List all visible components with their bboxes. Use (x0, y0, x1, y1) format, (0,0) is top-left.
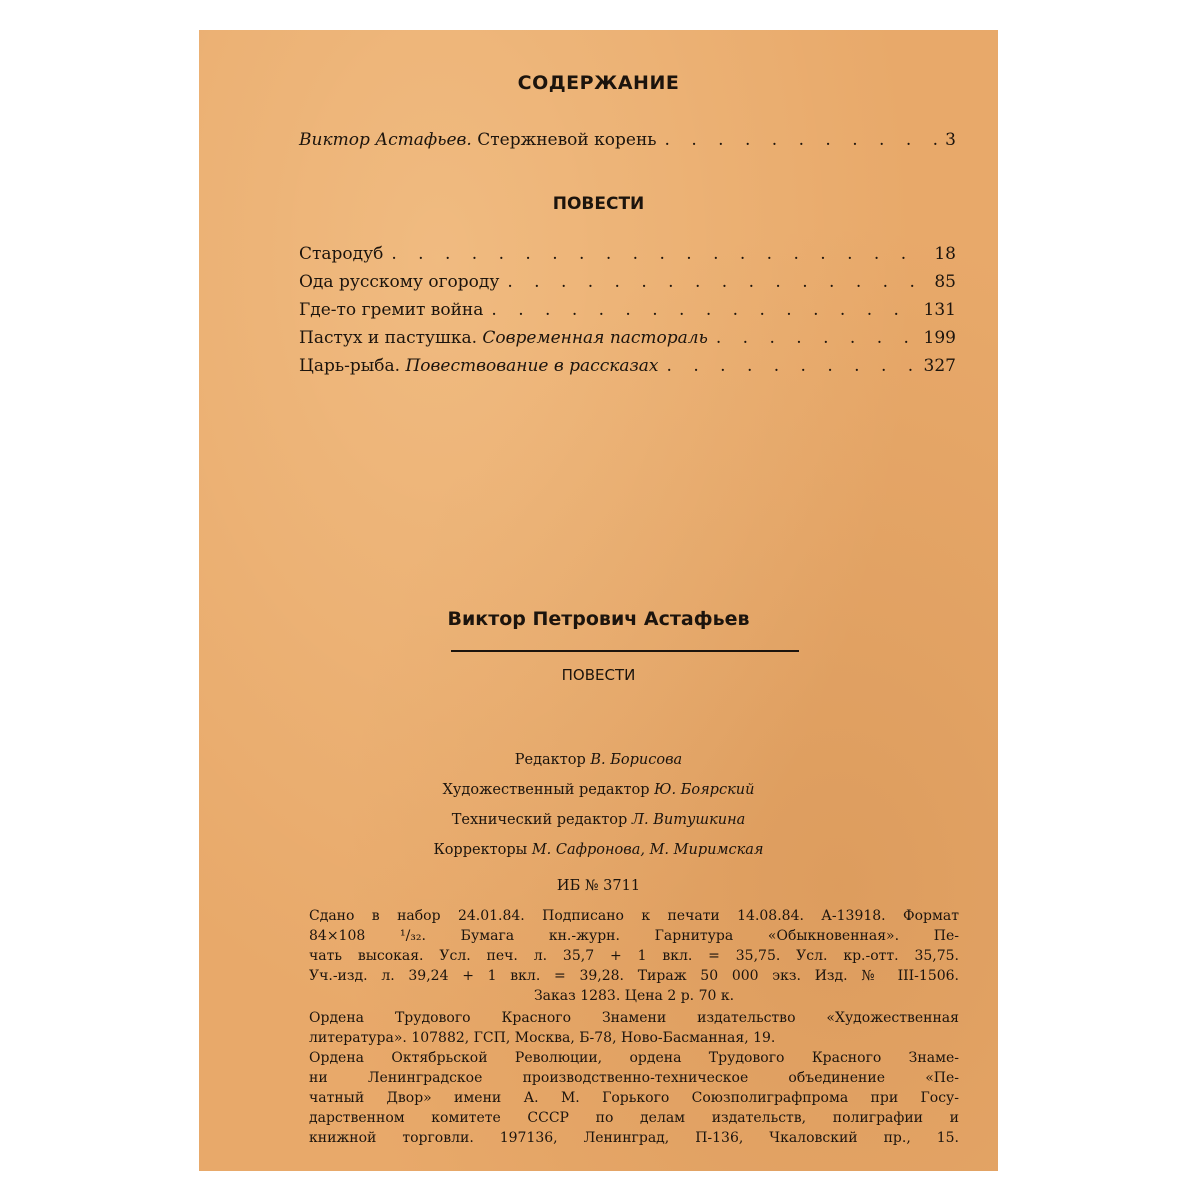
dot-leader (659, 356, 916, 376)
toc-entry-subtitle: Современная пастораль (482, 328, 708, 348)
toc-intro-author: Виктор Астафьев. (299, 130, 472, 150)
section-heading: ПОВЕСТИ (552, 194, 645, 214)
dot-leader (499, 272, 926, 292)
credit-line (199, 752, 998, 768)
printer-line: дарственном комитете СССР по делам издательств, полиграфии и (309, 1110, 959, 1126)
toc-entry-title: Стародуб (299, 244, 384, 264)
dot-leader (657, 130, 938, 150)
publisher-line: литература». 107882, ГСП, Москва, Б-78, Ново-Басманная, 19. (309, 1030, 776, 1046)
toc-page-number: 199 (923, 328, 956, 348)
toc-entry (299, 244, 956, 270)
contents-heading: СОДЕРЖАНИЕ (517, 72, 680, 94)
credit-line (199, 782, 998, 798)
credit-names: В. Борисова (590, 752, 683, 768)
dot-leader (383, 244, 926, 264)
credit-names: Ю. Боярский (654, 782, 755, 798)
toc-page-number: 18 (934, 244, 956, 264)
ib-number: ИБ № 3711 (556, 878, 641, 894)
toc-entry (299, 328, 956, 354)
dot-leader (708, 328, 916, 348)
printer-line: книжной торговли. 197136, Ленинград, П-136, Чкаловский пр., 15. (309, 1130, 959, 1146)
toc-entry-subtitle: Повествование в рассказах (405, 356, 659, 376)
credit-line (199, 842, 998, 858)
toc-entry (299, 272, 956, 298)
credit-role: Корректоры (433, 842, 528, 858)
toc-entry-title: Ода русскому огороду (299, 272, 500, 292)
colophon-book-title: ПОВЕСТИ (561, 666, 636, 684)
toc-entry (299, 300, 956, 326)
imprint-line: чать высокая. Усл. печ. л. 35,7 + 1 вкл. = 35,75. Усл. кр.-отт. 35,75. (309, 948, 959, 964)
credit-role: Технический редактор (451, 812, 628, 828)
colophon-author: Виктор Петрович Астафьев (447, 608, 750, 630)
toc-page-number: 85 (934, 272, 956, 292)
imprint-line: Сдано в набор 24.01.84. Подписано к печати 14.08.84. А-13918. Формат (309, 908, 959, 924)
toc-intro-title: Стержневой корень (477, 130, 657, 150)
toc-entry-title: Царь-рыба. (299, 356, 401, 376)
toc-entry-title: Пастух и пастушка. (299, 328, 477, 348)
toc-page-number: 327 (923, 356, 956, 376)
toc-entry-title: Где-то гремит война (299, 300, 484, 320)
dot-leader (483, 300, 915, 320)
book-page (199, 30, 998, 1171)
toc-intro-entry (299, 130, 956, 156)
credit-names: Л. Витушкина (631, 812, 746, 828)
imprint-line: Уч.-изд. л. 39,24 + 1 вкл. = 39,28. Тираж 50 000 экз. Изд. № III-1506. (309, 968, 959, 984)
toc-entry (299, 356, 956, 382)
credit-line (199, 812, 998, 828)
toc-page-number: 3 (945, 130, 956, 150)
credit-role: Художественный редактор (442, 782, 650, 798)
imprint-line: 84×108 ¹/₃₂. Бумага кн.-журн. Гарнитура «Обыкновенная». Пе- (309, 928, 959, 944)
order-line: Заказ 1283. Цена 2 р. 70 к. (533, 988, 735, 1004)
printer-line: чатный Двор» имени А. М. Горького Союзполиграфпрома при Госу- (309, 1090, 959, 1106)
printer-line: Ордена Октябрьской Революции, ордена Трудового Красного Знаме- (309, 1050, 959, 1066)
credit-role: Редактор (514, 752, 586, 768)
printer-line: ни Ленинградское производственно-техническое объединение «Пе- (309, 1070, 959, 1086)
publisher-line: Ордена Трудового Красного Знамени издательство «Художественная (309, 1010, 959, 1026)
divider (451, 650, 799, 652)
credit-names: М. Сафронова, М. Миримская (531, 842, 764, 858)
toc-page-number: 131 (923, 300, 956, 320)
